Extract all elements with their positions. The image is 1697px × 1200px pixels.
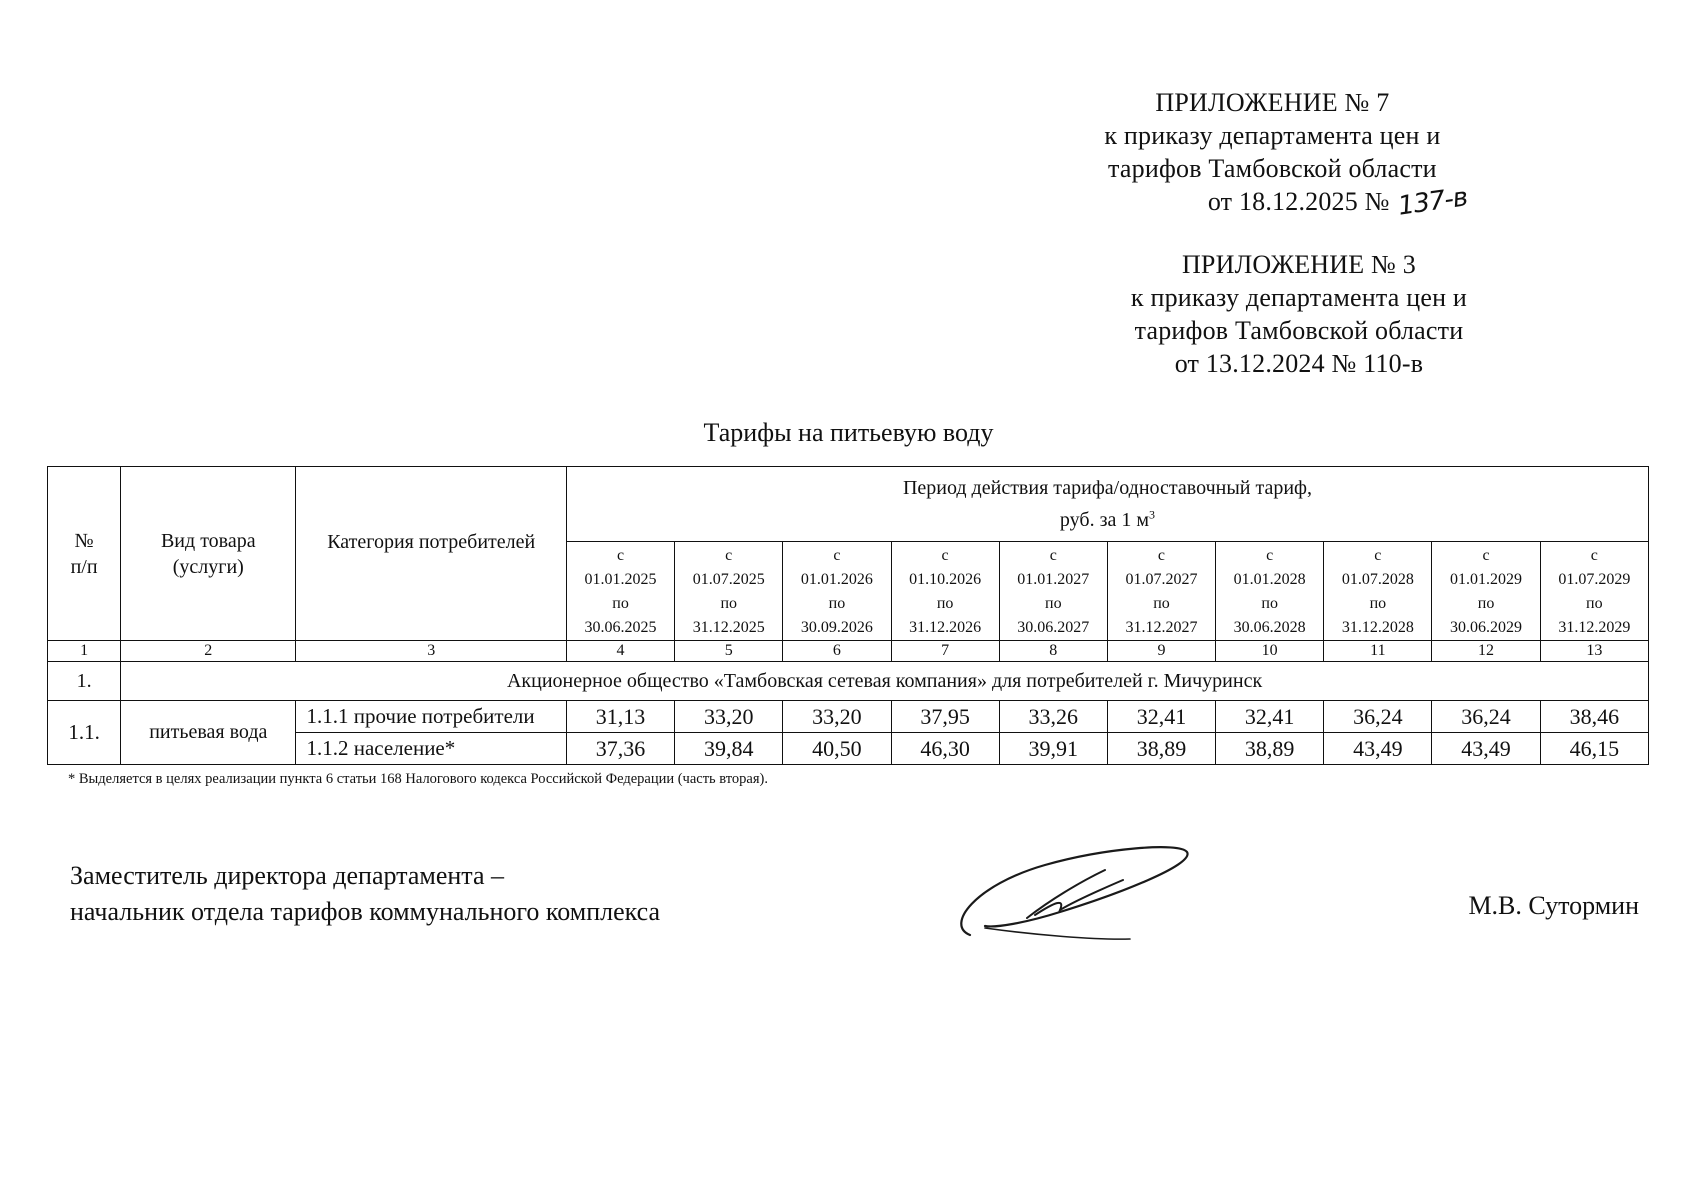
period-header-to: 31.12.2029 bbox=[1558, 619, 1631, 636]
header-product-line: (услуги) bbox=[172, 555, 244, 578]
period-header-c: с bbox=[1482, 547, 1490, 564]
period-header-from: 01.07.2029 bbox=[1558, 571, 1631, 588]
column-number: 12 bbox=[1432, 641, 1540, 662]
appendix-order-date bbox=[1078, 182, 1469, 222]
column-number: 8 bbox=[999, 641, 1107, 662]
period-header-from: 01.01.2027 bbox=[1017, 571, 1090, 588]
signer-title-line: Заместитель директора департамента – bbox=[70, 861, 505, 890]
period-header-po: по bbox=[612, 595, 629, 612]
tariff-value: 46,30 bbox=[891, 733, 999, 765]
column-number: 13 bbox=[1540, 641, 1648, 662]
column-number: 6 bbox=[783, 641, 891, 662]
tariff-value: 33,20 bbox=[783, 701, 891, 733]
signer-title-line: начальник отдела тарифов коммунального комплекса bbox=[70, 897, 661, 926]
header-period-line: Период действия тарифа/одноставочный тариф, bbox=[902, 477, 1312, 500]
header-num-line: № bbox=[74, 529, 94, 552]
period-header-from: 01.07.2027 bbox=[1125, 571, 1198, 588]
header-product-line: Вид товара bbox=[160, 529, 256, 552]
tariff-value: 38,89 bbox=[1216, 733, 1324, 765]
header-num-line: п/п bbox=[70, 555, 98, 578]
column-number: 3 bbox=[296, 641, 567, 662]
period-header-c: с bbox=[1157, 547, 1166, 564]
table-row bbox=[48, 701, 1649, 733]
period-header-cell bbox=[1107, 542, 1215, 641]
period-header-to: 30.06.2027 bbox=[1017, 619, 1090, 636]
column-number: 5 bbox=[675, 641, 783, 662]
tariff-value: 37,95 bbox=[891, 701, 999, 733]
tariff-value: 38,46 bbox=[1540, 701, 1648, 733]
column-number: 2 bbox=[121, 641, 296, 662]
column-number: 1 bbox=[48, 641, 121, 662]
footnote: * Выделяется в целях реализации пункта 6 статьи 168 Налогового кодекса Российской Федерации (часть вторая). bbox=[68, 771, 768, 787]
appendix-order-line: к приказу департамента цен и bbox=[1104, 121, 1441, 150]
period-header-cell bbox=[1324, 542, 1432, 641]
period-header-c: с bbox=[1590, 547, 1598, 564]
appendix-order-line: тарифов Тамбовской области bbox=[1134, 316, 1464, 345]
period-header-c: с bbox=[1266, 547, 1274, 564]
period-header-po: по bbox=[1045, 595, 1062, 612]
period-header-from: 01.07.2025 bbox=[692, 571, 765, 588]
column-number: 11 bbox=[1324, 641, 1432, 662]
tariff-value: 32,41 bbox=[1216, 701, 1324, 733]
period-header-cell bbox=[1540, 542, 1648, 641]
header-num bbox=[48, 467, 121, 641]
appendix-header-previous bbox=[1131, 248, 1467, 380]
period-header-c: с bbox=[725, 547, 733, 564]
org-name: Акционерное общество «Тамбовская сетевая компания» для потребителей г. Мичуринск bbox=[121, 662, 1649, 701]
period-header-from: 01.01.2028 bbox=[1233, 571, 1306, 588]
column-number: 4 bbox=[566, 641, 674, 662]
appendix-date-prefix: от 18.12.2025 № bbox=[1207, 187, 1390, 216]
category-label: 1.1.2 население* bbox=[296, 733, 567, 765]
period-header-from: 01.01.2029 bbox=[1450, 571, 1523, 588]
period-header-po: по bbox=[1261, 595, 1278, 612]
header-period-line: руб. за 1 м bbox=[1059, 508, 1150, 531]
column-number: 9 bbox=[1107, 641, 1215, 662]
period-header-cell bbox=[1432, 542, 1540, 641]
table-title: Тарифы на питьевую воду bbox=[703, 418, 994, 447]
product-name: питьевая вода bbox=[121, 701, 296, 765]
period-header-po: по bbox=[1586, 595, 1603, 612]
signer-title bbox=[70, 858, 660, 930]
appendix-header-current bbox=[1078, 86, 1469, 222]
period-header-cell bbox=[566, 542, 674, 641]
tariff-value: 46,15 bbox=[1540, 733, 1648, 765]
appendix-title: ПРИЛОЖЕНИЕ № 3 bbox=[1181, 250, 1416, 279]
header-product bbox=[121, 467, 296, 641]
header-period bbox=[566, 467, 1648, 542]
period-header-from: 01.07.2028 bbox=[1341, 571, 1414, 588]
tariff-value: 37,36 bbox=[566, 733, 674, 765]
tariff-value: 36,24 bbox=[1432, 701, 1540, 733]
tariff-value: 39,84 bbox=[675, 733, 783, 765]
period-header-po: по bbox=[828, 595, 846, 612]
period-header-cell bbox=[1216, 542, 1324, 641]
product-row-num: 1.1. bbox=[48, 701, 121, 765]
period-header-cell bbox=[999, 542, 1107, 641]
period-header-po: по bbox=[936, 595, 954, 612]
header-period-unit bbox=[1060, 509, 1155, 531]
org-row bbox=[48, 662, 1649, 701]
column-number: 10 bbox=[1216, 641, 1324, 662]
tariff-value: 39,91 bbox=[999, 733, 1107, 765]
period-header-to: 31.12.2027 bbox=[1125, 619, 1198, 636]
tariff-table bbox=[47, 466, 1649, 765]
appendix-order-line: тарифов Тамбовской области bbox=[1108, 154, 1437, 183]
period-header-po: по bbox=[1477, 595, 1495, 612]
appendix-order-line: к приказу департамента цен и bbox=[1130, 283, 1467, 312]
tariff-value: 40,50 bbox=[783, 733, 891, 765]
period-header-from: 01.10.2026 bbox=[909, 571, 982, 588]
tariff-value: 31,13 bbox=[566, 701, 674, 733]
period-header-to: 30.09.2026 bbox=[800, 619, 873, 636]
handwritten-signature bbox=[955, 840, 1205, 950]
period-header-c: с bbox=[1374, 547, 1382, 564]
tariff-value: 43,49 bbox=[1324, 733, 1432, 765]
period-header-to: 31.12.2028 bbox=[1341, 619, 1414, 636]
period-header-po: по bbox=[1153, 595, 1170, 612]
tariff-value: 33,20 bbox=[675, 701, 783, 733]
period-header-c: с bbox=[1049, 547, 1057, 564]
period-header-po: по bbox=[720, 595, 738, 612]
handwritten-order-number: 137-в bbox=[1395, 182, 1469, 222]
period-header-from: 01.01.2025 bbox=[584, 571, 657, 588]
unit-superscript: 3 bbox=[1149, 507, 1156, 522]
column-number: 7 bbox=[891, 641, 999, 662]
period-header-cell bbox=[675, 542, 783, 641]
period-header-c: с bbox=[941, 547, 949, 564]
tariff-value: 32,41 bbox=[1107, 701, 1215, 733]
tariff-value: 33,26 bbox=[999, 701, 1107, 733]
appendix-title: ПРИЛОЖЕНИЕ № 7 bbox=[1155, 88, 1390, 117]
table-header-row bbox=[48, 467, 1649, 542]
period-header-from: 01.01.2026 bbox=[800, 571, 873, 588]
org-row-num: 1. bbox=[48, 662, 121, 701]
category-label: 1.1.1 прочие потребители bbox=[296, 701, 567, 733]
period-header-to: 30.06.2028 bbox=[1233, 619, 1306, 636]
period-header-to: 31.12.2025 bbox=[692, 619, 765, 636]
tariff-value: 43,49 bbox=[1432, 733, 1540, 765]
period-header-cell bbox=[891, 542, 999, 641]
header-category: Категория потребителей bbox=[296, 467, 567, 641]
period-header-po: по bbox=[1369, 595, 1387, 612]
period-header-c: с bbox=[833, 547, 841, 564]
period-header-cell bbox=[783, 542, 891, 641]
period-header-c: с bbox=[616, 547, 625, 564]
period-header-to: 30.06.2029 bbox=[1450, 619, 1523, 636]
signer-name: М.В. Сутормин bbox=[1468, 891, 1639, 920]
appendix-order-date: от 13.12.2024 № 110-в bbox=[1174, 349, 1424, 378]
period-header-to: 31.12.2026 bbox=[909, 619, 982, 636]
tariff-value: 38,89 bbox=[1107, 733, 1215, 765]
column-number-row bbox=[48, 641, 1649, 662]
tariff-value: 36,24 bbox=[1324, 701, 1432, 733]
period-header-to: 30.06.2025 bbox=[584, 619, 657, 636]
